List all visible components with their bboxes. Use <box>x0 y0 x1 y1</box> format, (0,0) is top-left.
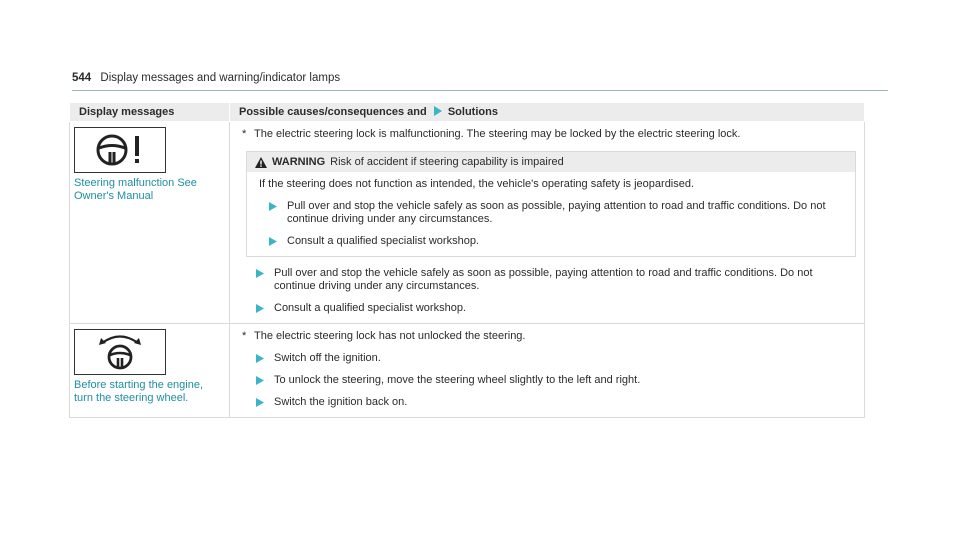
arrow-right-icon <box>433 106 442 116</box>
warning-step-text: Consult a qualified specialist workshop. <box>287 235 479 247</box>
asterisk-icon: * <box>242 128 247 140</box>
display-message-cell <box>70 122 230 324</box>
asterisk-icon: * <box>242 330 247 342</box>
page-title: Display messages and warning/indicator lamps <box>100 72 341 84</box>
page-header <box>72 72 340 84</box>
header-rule <box>72 90 888 91</box>
steering-wheel-turn-icon <box>74 329 166 375</box>
warning-label: WARNING <box>272 156 326 168</box>
table-row <box>70 324 865 418</box>
arrow-right-icon <box>242 267 274 293</box>
solution-step <box>242 396 856 409</box>
cause-item <box>242 128 856 141</box>
solution-step-text: Switch the ignition back on. <box>274 396 408 408</box>
solution-step <box>242 374 856 387</box>
warning-title: Risk of accident if steering capability is impaired <box>330 156 564 168</box>
display-messages-table <box>69 102 865 418</box>
warning-body <box>247 172 855 256</box>
arrow-right-icon <box>242 396 274 409</box>
display-message-text: Before starting the engine, turn the steering wheel. <box>74 379 204 404</box>
solution-step-text: Switch off the ignition. <box>274 352 381 364</box>
warning-box <box>246 151 856 257</box>
page-number: 544 <box>72 72 92 84</box>
solution-cell <box>230 324 865 418</box>
column-header-suffix: Solutions <box>447 106 498 118</box>
warning-step <box>259 200 847 226</box>
warning-intro: If the steering does not function as intended, the vehicle's operating safety is jeopardised. <box>259 178 695 190</box>
warning-step-text: Pull over and stop the vehicle safely as soon as possible, paying attention to road and traffic conditions. Do not continue driving under any circumstances. <box>287 200 826 225</box>
display-message-text: Steering malfunction See Owner's Manual <box>74 177 197 202</box>
steering-wheel-exclamation-icon <box>74 127 166 173</box>
solution-step <box>242 267 856 293</box>
arrow-right-icon <box>242 374 274 387</box>
arrow-right-icon <box>242 302 274 315</box>
table-row <box>70 122 865 324</box>
column-header-display-messages: Display messages <box>70 103 230 122</box>
solution-step <box>242 302 856 315</box>
solution-cell <box>230 122 865 324</box>
solution-step-text: Consult a qualified specialist workshop. <box>274 302 466 314</box>
cause-text: The electric steering lock has not unlocked the steering. <box>254 330 526 342</box>
column-header-prefix: Possible causes/consequences and <box>239 106 427 118</box>
arrow-right-icon <box>259 235 287 248</box>
solution-step-text: Pull over and stop the vehicle safely as soon as possible, paying attention to road and traffic conditions. Do not continue driving under any circumstances. <box>274 267 813 292</box>
column-header-solutions <box>230 103 865 122</box>
warning-triangle-icon <box>255 157 267 168</box>
table-header-row <box>70 103 865 122</box>
solution-step <box>242 352 856 365</box>
warning-step <box>259 235 847 248</box>
cause-text: The electric steering lock is malfunctioning. The steering may be locked by the electric steering lock. <box>254 128 741 140</box>
solution-step-text: To unlock the steering, move the steering wheel slightly to the left and right. <box>274 374 641 386</box>
arrow-right-icon <box>242 352 274 365</box>
warning-header <box>247 152 855 172</box>
cause-item <box>242 330 856 343</box>
arrow-right-icon <box>259 200 287 226</box>
display-message-cell <box>70 324 230 418</box>
